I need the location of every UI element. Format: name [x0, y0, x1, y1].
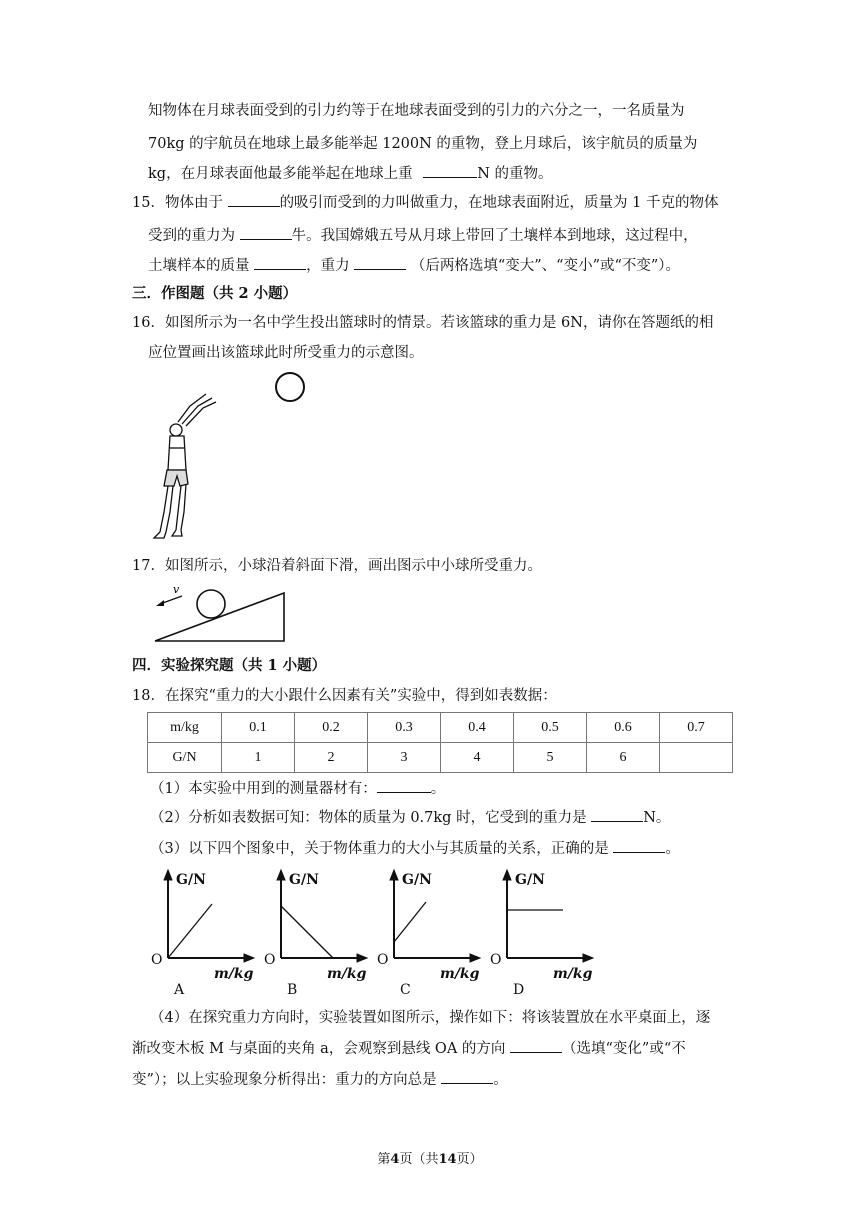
table-cell: 0.4: [441, 713, 514, 743]
player-figure: [154, 394, 216, 538]
graph-d: [490, 870, 593, 998]
basketball: [276, 373, 304, 401]
origin-label: O: [151, 952, 163, 968]
q18-intro-text: 在探究“重力的大小跟什么因素有关”实验中，得到如表数据：: [164, 688, 557, 704]
graph-line: [168, 904, 212, 958]
graph-option-label: B: [287, 982, 298, 998]
q16-figure-basketball-player: [140, 362, 320, 552]
table-cell: m/kg: [148, 713, 222, 743]
q14-line-3: [148, 163, 552, 184]
q18-part-1: [150, 778, 445, 799]
table-cell: 2: [295, 743, 368, 773]
small-ball: [197, 590, 225, 618]
q18-part-4-line-3: [132, 1069, 508, 1090]
q18-blank-gravity-value[interactable]: [591, 807, 643, 822]
table-cell: 5: [514, 743, 587, 773]
q15-text-a: 物体由于: [164, 195, 223, 211]
y-axis-arrow: [164, 870, 172, 880]
footer-suffix: 页）: [456, 1152, 483, 1167]
q16-line-2: 应位置画出该篮球此时所受重力的示意图。: [148, 345, 424, 361]
x-axis-label: m/kg: [327, 966, 367, 982]
q15-blank-gravity[interactable]: [240, 225, 292, 240]
q18-part-2-end: N。: [643, 810, 671, 826]
q17-text: 如图所示，小球沿着斜面下滑，画出图示中小球所受重力。: [164, 558, 542, 574]
x-axis-label: m/kg: [214, 966, 254, 982]
table-cell: 6: [587, 743, 660, 773]
q18-blank-instruments[interactable]: [377, 778, 431, 793]
y-axis-label: G/N: [402, 872, 432, 888]
table-cell: 0.3: [368, 713, 441, 743]
q18-part-2: [150, 807, 670, 828]
origin-label: O: [264, 952, 276, 968]
footer-page-number: 4: [390, 1152, 400, 1167]
section-4-heading: 四．实验探究题（共 1 小题）: [132, 657, 327, 674]
x-axis-label: m/kg: [440, 966, 480, 982]
q18-data-table: [147, 712, 733, 773]
table-cell: 0.1: [222, 713, 295, 743]
table-cell: 3: [368, 743, 441, 773]
q18-part-4-text-c: 变”）；以上实验现象分析得出：重力的方向总是: [132, 1072, 437, 1088]
q15-line-1: [132, 192, 719, 213]
q15-text-c: 受到的重力为: [148, 228, 235, 244]
x-axis-arrow: [357, 954, 367, 962]
q14-blank-weight[interactable]: [423, 163, 477, 178]
footer-total-pages: 14: [438, 1152, 457, 1167]
q18-blank-gravity-direction[interactable]: [441, 1069, 493, 1084]
graph-option-label: C: [400, 982, 411, 998]
table-cell: G/N: [148, 743, 222, 773]
q14-line-3-text-b: N 的重物。: [477, 166, 553, 182]
table-cell: 4: [441, 743, 514, 773]
q15-text-b: 的吸引而受到的力叫做重力，在地球表面附近，质量为 1 千克的物体: [279, 195, 719, 211]
q18-graphs: [148, 866, 608, 998]
velocity-arrowhead: [156, 600, 164, 606]
graph-line: [394, 902, 426, 942]
graph-option-label: D: [513, 982, 525, 998]
q18-part-4-text-d: 。: [493, 1072, 508, 1088]
table-row-gravity: [148, 743, 733, 773]
q15-number: 15．: [132, 195, 165, 211]
y-axis-arrow: [277, 870, 285, 880]
x-axis-label: m/kg: [553, 966, 593, 982]
x-axis-arrow: [470, 954, 480, 962]
table-cell: 0.5: [514, 713, 587, 743]
q18-blank-direction[interactable]: [510, 1038, 562, 1053]
q18-number: 18．: [132, 688, 165, 704]
graph-a: [151, 870, 254, 998]
q18-part-1-text: （1）本实验中用到的测量器材有：: [150, 781, 377, 797]
footer-prefix: 第: [377, 1152, 391, 1167]
table-row-mass: [148, 713, 733, 743]
q18-part-3-text: （3）以下四个图象中，关于物体重力的大小与其质量的关系，正确的是: [150, 841, 609, 857]
table-cell: 1: [222, 743, 295, 773]
q14-line-2: 70kg 的宇航员在地球上最多能举起 1200N 的重物，登上月球后，该宇航员的质量为: [148, 136, 698, 152]
y-axis-arrow: [390, 870, 398, 880]
q18-part-3: [150, 838, 680, 859]
velocity-label: v: [173, 583, 180, 596]
origin-label: O: [490, 952, 502, 968]
q18-blank-graph-choice[interactable]: [613, 838, 665, 853]
q17-line-1: [132, 556, 542, 576]
y-axis-label: G/N: [515, 872, 545, 888]
x-axis-arrow: [583, 954, 593, 962]
q18-part-4-line-1: （4）在探究重力方向时，实验装置如图所示，操作如下：将该装置放在水平桌面上，逐: [150, 1010, 711, 1026]
q14-line-3-text-a: kg，在月球表面他最多能举起在地球上重: [148, 166, 413, 182]
q18-part-3-end: 。: [665, 841, 680, 857]
q15-blank-attraction[interactable]: [228, 192, 280, 207]
q18-part-4-text-a: 渐改变木板 M 与桌面的夹角 a，会观察到悬线 OA 的方向: [132, 1041, 506, 1057]
q15-blank-weight[interactable]: [354, 255, 406, 270]
q15-text-d: 牛。我国嫦娥五号从月球上带回了土壤样本到地球，这过程中，: [291, 228, 698, 244]
q17-number: 17．: [132, 558, 165, 574]
q18-intro: [132, 686, 557, 706]
table-cell: 0.6: [587, 713, 660, 743]
q14-line-1: 知物体在月球表面受到的引力约等于在地球表面受到的引力的六分之一，一名质量为: [148, 103, 685, 119]
y-axis-label: G/N: [176, 872, 206, 888]
q15-blank-mass[interactable]: [254, 255, 306, 270]
y-axis-label: G/N: [289, 872, 319, 888]
section-3-heading: 三．作图题（共 2 小题）: [132, 285, 298, 302]
page-footer: [0, 1148, 860, 1167]
q16-text-a: 如图所示为一名中学生投出篮球时的情景。若该篮球的重力是 6N，请你在答题纸的相: [164, 315, 714, 331]
graph-option-label: A: [174, 982, 185, 998]
y-axis-arrow: [503, 870, 511, 880]
q16-number: 16．: [132, 315, 165, 331]
q15-text-g: （后两格选填“变大”、“变小”或“不变”）。: [410, 258, 681, 274]
q16-line-1: [132, 313, 713, 333]
table-cell-empty[interactable]: [660, 743, 733, 773]
q15-text-e: 土壤样本的质量: [148, 258, 250, 274]
graph-b: [264, 870, 367, 998]
q15-line-3: [148, 255, 680, 276]
q18-part-1-end: 。: [430, 781, 446, 797]
q17-figure-incline: [150, 582, 290, 646]
origin-label: O: [377, 952, 389, 968]
table-cell: 0.2: [295, 713, 368, 743]
footer-middle: 页（共: [399, 1152, 439, 1167]
x-axis-arrow: [244, 954, 254, 962]
table-cell: 0.7: [660, 713, 733, 743]
q18-part-4-line-2: [132, 1038, 686, 1059]
q18-part-4-text-b: （选填“变化”或“不: [562, 1041, 686, 1057]
q15-text-f: ，重力: [306, 258, 350, 274]
q15-line-2: [148, 225, 698, 246]
q18-part-2-text: （2）分析如表数据可知：物体的质量为 0.7kg 时，它受到的重力是: [150, 810, 587, 826]
graph-line: [281, 906, 333, 958]
graph-c: [377, 870, 480, 998]
